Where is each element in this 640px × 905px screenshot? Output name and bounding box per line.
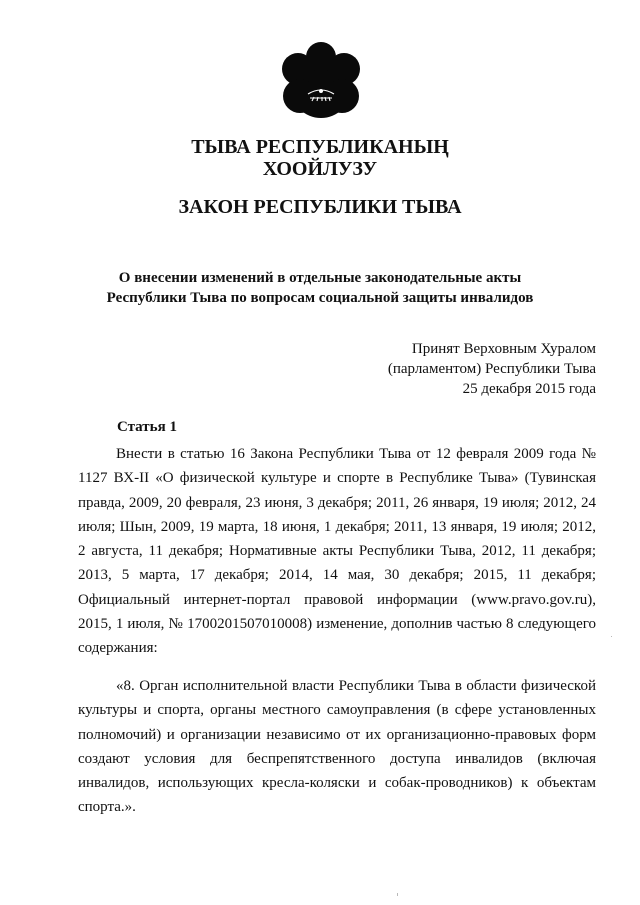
paragraph-line: культуры и спорта, органы местного самоуправления (в сфере установленных <box>78 702 596 719</box>
scan-speck <box>611 636 612 637</box>
paragraph-line: июля; Шын, 2009, 19 марта, 18 июня, 1 декабря; 2011, 13 января, 19 июля; 2012, <box>78 518 596 535</box>
paragraph-line: 1127 ВХ-II «О физической культуре и спорте в Республике Тыва» (Тувинская <box>78 470 596 487</box>
paragraph-line: Внести в статью 16 Закона Республики Тыва от 12 февраля 2009 года № <box>116 446 596 462</box>
adoption-info <box>296 339 596 399</box>
law-subject <box>0 268 640 308</box>
tuvan-title <box>0 136 640 180</box>
article-paragraph-2 <box>78 674 596 820</box>
paragraph-line: 2 августа, 11 декабря; Нормативные акты Республики Тыва, 2012, 11 декабря; <box>78 543 596 560</box>
paragraph-line: 2015, 1 июля, № 1700201507010008) изменение, дополнив частью 8 следующего <box>78 616 596 633</box>
tuva-emblem-icon <box>278 38 364 124</box>
scan-speck <box>397 893 398 896</box>
paragraph-line: инвалидов, использующих кресла-коляски и собак-проводников) к объектам <box>78 775 596 792</box>
adoption-line: (парламентом) Республики Тыва <box>387 361 596 377</box>
paragraph-line: создают условия для беспрепятственного доступа инвалидов (включая <box>78 750 596 767</box>
paragraph-line: «8. Орган исполнительной власти Республики Тыва в области физической <box>116 678 596 694</box>
paragraph-line: полномочий) и организации независимо от их организационно-правовых форм <box>78 726 596 743</box>
law-title: ЗАКОН РЕСПУБЛИКИ ТЫВА <box>178 196 462 218</box>
tuvan-title-line: ХООЙЛУЗУ <box>262 158 378 180</box>
law-subject-line: О внесении изменений в отдельные законодательные акты <box>118 270 522 286</box>
adoption-date: 25 декабря 2015 года <box>462 381 596 397</box>
paragraph-line: содержания: <box>78 640 158 657</box>
tuvan-title-line: ТЫВА РЕСПУБЛИКАНЫҢ <box>191 136 449 158</box>
paragraph-line: Официальный интернет-портал правовой информации (www.pravo.gov.ru), <box>78 591 596 608</box>
law-subject-line: Республики Тыва по вопросам социальной защиты инвалидов <box>106 290 534 306</box>
article-heading: Статья 1 <box>117 419 177 435</box>
paragraph-line: 2013, 5 марта, 17 декабря; 2014, 14 мая, 30 декабря; 2015, 11 декабря; <box>78 567 596 584</box>
paragraph-line: правда, 2009, 20 февраля, 23 июня, 3 декабря; 2011, 26 января, 19 июля; 2012, 24 <box>78 494 596 511</box>
article-paragraph-1 <box>78 442 596 661</box>
paragraph-line: спорта.». <box>78 799 136 816</box>
adoption-line: Принят Верховным Хуралом <box>411 341 596 357</box>
